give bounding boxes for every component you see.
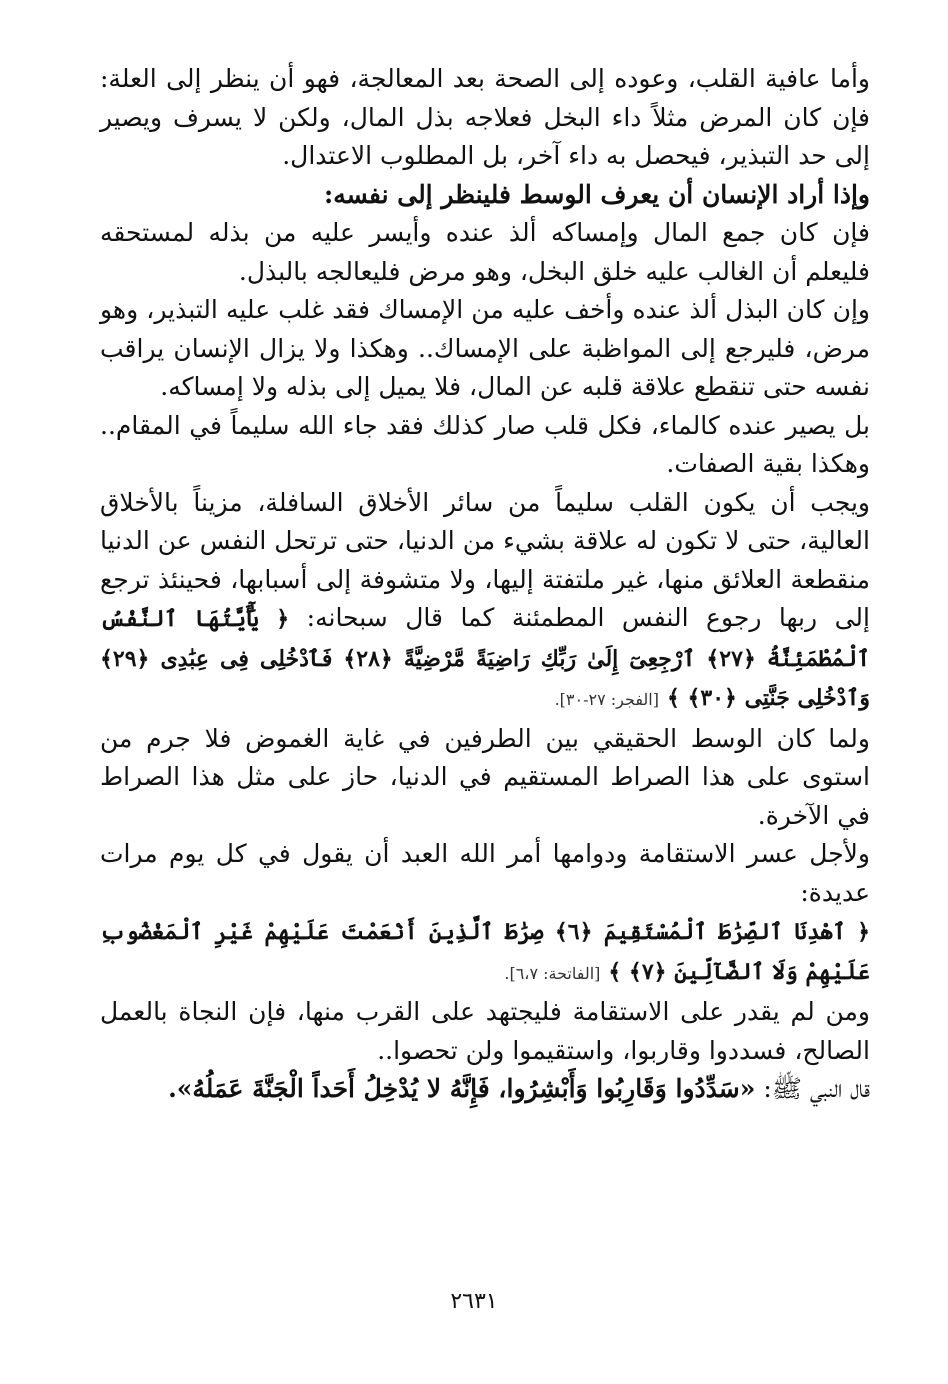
hadith-intro: قال النبي ﷺ: xyxy=(763,1074,870,1103)
verse-reference-fatiha: [الفاتحة: ٦،٧]. xyxy=(504,963,601,983)
verse-reference-fajr: [الفجر: ٢٧-٣٠]. xyxy=(554,690,659,709)
page-body xyxy=(100,60,870,1109)
hadith-text: «سَدِّدُوا وَقَارِبُوا وَأَبْشِرُوا، فَإِنَّهُ لا يُدْخِلُ أَحَداً الْجَنَّةَ عَمَلُهُ». xyxy=(168,1074,756,1103)
page-number: ٢٦٣١ xyxy=(450,1289,498,1314)
paragraph-heart-wellness: وأما عافية القلب، وعوده إلى الصحة بعد المعالجة، فهو أن ينظر إلى العلة: فإن كان المرض مثلاً داء البخل فعلاجه بذل المال، ولكن لا يسرف ويصير إلى حد التبذير، فيحصل به داء آخر، بل المطلوب الاعتدال. xyxy=(100,64,870,170)
paragraph-nearness: ومن لم يقدر على الاستقامة فليجتهد على القرب منها، فإن النجاة بالعمل الصالح، فسددوا وقاربوا، واستقيموا ولن تحصوا.. xyxy=(100,997,870,1065)
paragraph-extravagance: وإن كان البذل ألذ عنده وأخف عليه من الإمساك فقد غلب عليه التبذير، وهو مرض، فليرجع إلى المواظبة على الإمساك.. وهكذا ولا يزال الإنسان يراقب نفسه حتى تنقطع علاقة قلبه عن المال، فلا يميل إلى بذله ولا إمساكه. xyxy=(100,295,870,401)
paragraph-steadfastness: ولأجل عسر الاستقامة ودوامها أمر الله العبد أن يقول في كل يوم مرات عديدة: xyxy=(100,839,870,907)
paragraph-sound-heart-text: ويجب أن يكون القلب سليماً من سائر الأخلاق السافلة، مزيناً بالأخلاق العالية، حتى لا تكون له علاقة بشيء من الدنيا، حتى ترتحل النفس عن الدنيا منقطعة العلائق منها، غير ملتفتة إليها، ولا متشوفة إلى أسبابها، فحينئذ ترجع إلى ربها رجوع النفس المطمئنة كما قال سبحانه: xyxy=(100,487,870,632)
paragraph-middle-path: ولما كان الوسط الحقيقي بين الطرفين في غاية الغموض فلا جرم من استوى على هذا الصراط المستقيم في الدنيا، حاز على مثل هذا الصراط في الآخرة. xyxy=(100,723,870,830)
paragraph-water: بل يصير عنده كالماء، فكل قلب صار كذلك فقد جاء الله سليماً في المقام.. وهكذا بقية الصفات. xyxy=(100,410,870,478)
quran-block-fatiha xyxy=(100,912,870,993)
quran-verse-fajr: ﴿ يَٰٓأَيَّتُهَا ٱلنَّفْسُ ٱلْمُطْمَئِنَّةُ ﴿٢٧﴾ ٱرْجِعِىٓ إِلَىٰ رَبِّكِ رَاضِيَةً مَّرْضِيَّةً ﴿٢٨﴾ فَٱدْخُلِى فِى عِبَٰدِى ﴿٢٩﴾ وَٱدْخُلِى جَنَّتِى ﴿٣٠﴾ ﴾ xyxy=(100,606,870,711)
quran-verse-fatiha: ﴿ ٱهْدِنَا ٱلصِّرَٰطَ ٱلْمُسْتَقِيمَ ﴿٦﴾ صِرَٰطَ ٱلَّذِينَ أَنْعَمْتَ عَلَيْهِمْ غَيْرِ ٱلْمَغْضُوبِ عَلَيْهِمْ وَلَا ٱلضَّآلِّينَ ﴿٧﴾ ﴾ xyxy=(100,919,870,985)
paragraph-stinginess: فإن كان جمع المال وإمساكه ألذ عنده وأيسر عليه من بذله لمستحقه فليعلم أن الغالب عليه خلق البخل، وهو مرض فليعالجه بالبذل. xyxy=(100,218,870,286)
paragraph-hadith xyxy=(100,1070,870,1109)
section-heading: وإذا أراد الإنسان أن يعرف الوسط فلينظر إلى نفسه: xyxy=(323,179,870,209)
paragraph-sound-heart xyxy=(100,484,870,720)
